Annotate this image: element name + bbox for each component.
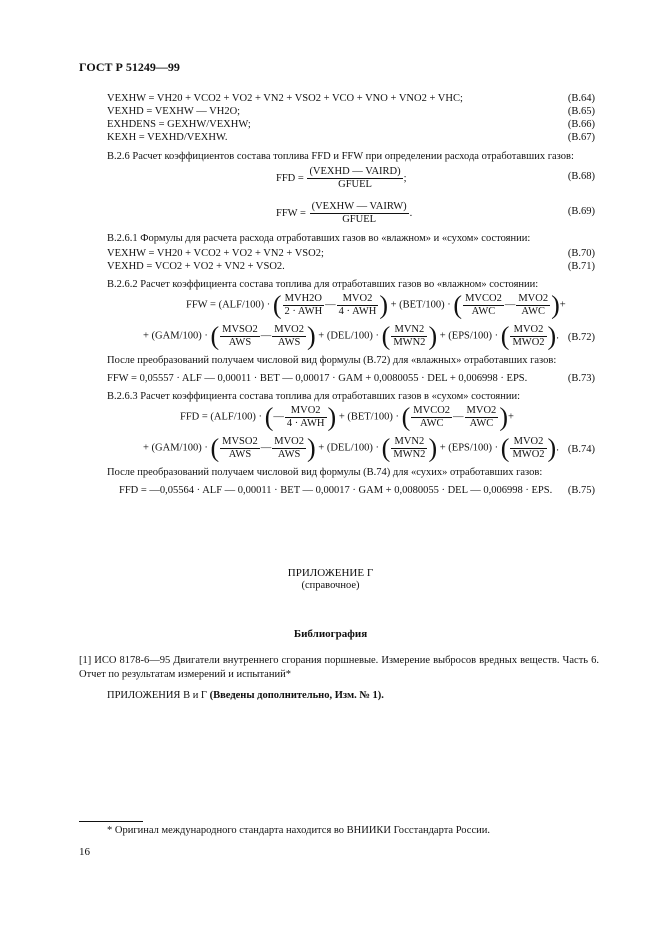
equation-b67: KEXH = VEXHD/VEXHW. bbox=[107, 132, 228, 143]
equation-b74-line1: FFD = (ALF/100) · (— $\frac{\text{MVO2}}{\text{4 · AWH}}$ ) + (BET/100) · ( $\frac{\text{MVCO2}}{\text{AWC}}$ — $\frac{\text{MVO2}}{\text{AWC}}$ )+ bbox=[180, 402, 514, 432]
amendment-note: ПРИЛОЖЕНИЯ В и Г (Введены дополнительно, Изм. № 1). bbox=[107, 690, 384, 701]
paragraph-after-b72: После преобразований получаем числовой вид формулы (В.72) для «влажных» отработавших газов: bbox=[107, 355, 557, 366]
equation-b70: VEXHW = VH20 + VCO2 + VO2 + VN2 + VSO2; bbox=[107, 248, 324, 259]
equation-b72-line1: FFW = (ALF/100) · ( $\frac{\text{MVH2O}}{\text{2 · AWH}}$ — $\frac{\text{MVO2}}{\text{4 · AWH}}$ ) + (BET/100) · ( $\frac{\text{MVCO2}}{\text{AWC}}$ — $\frac{\text{MVO2}}{\text{AWC}}$ )+ bbox=[186, 290, 566, 320]
equation-lhs: FFD = bbox=[276, 173, 304, 184]
appendix-subtitle: (справочное) bbox=[301, 580, 360, 591]
equation-number-b70: (В.70) bbox=[567, 248, 595, 259]
equation-b75: FFD = —0,05564 · ALF — 0,00011 · BET — 0,00017 · GAM + 0,0080055 · DEL — 0,006998 · EPS. bbox=[119, 485, 553, 496]
equation-b72-line2: + (GAM/100) · ( $\frac{\text{MVSO2}}{\text{AWS}}$ — $\frac{\text{MVO2}}{\text{AWS}}$ ) + (DEL/100) · ( $\frac{\text{MVN2}}{\text{MWN2}}$ ) + (EPS/100) · ( $\frac{\text{MVO2}}{\text{MWO2}}$ ). bbox=[143, 321, 559, 351]
equation-number-b67: (В.67) bbox=[567, 132, 595, 143]
equation-b66: EXHDENS = GEXHW/VEXHW; bbox=[107, 119, 251, 130]
paragraph-b262: В.2.6.2 Расчет коэффициента состава топлива для отработавших газов во «влажном» состоянии: bbox=[107, 279, 539, 290]
equation-number-b65: (В.65) bbox=[567, 106, 595, 117]
fraction: $\frac{\text{(VEXHW — VAIRW)}}{\text{GFUEL}}$ bbox=[311, 201, 407, 225]
fraction: $\frac{\text{(VEXHD — VAIRD)}}{\text{GFUEL}}$ bbox=[309, 166, 401, 190]
equation-b68: FFD = $\frac{\text{(VEXHD — VAIRD)}}{\text{GFUEL}}$ ; bbox=[276, 166, 407, 190]
equation-number-b66: (В.66) bbox=[567, 119, 595, 130]
paragraph-b261: В.2.6.1 Формулы для расчета расхода отработавших газов во «влажном» и «сухом» состоянии: bbox=[107, 233, 531, 244]
equation-b64: VEXHW = VH20 + VCO2 + VO2 + VN2 + VSO2 + VCO + VNO + VNO2 + VHC; bbox=[107, 93, 463, 104]
equation-b71: VEXHD = VCO2 + VO2 + VN2 + VSO2. bbox=[107, 261, 285, 272]
equation-number-b64: (В.64) bbox=[567, 93, 595, 104]
paragraph-b26: В.2.6 Расчет коэффициентов состава топлива FFD и FFW при определении расхода отработавших газов: bbox=[107, 151, 574, 162]
appendix-title: ПРИЛОЖЕНИЕ Г bbox=[287, 567, 374, 579]
bibliography-item: [1] ИСО 8178-6—95 Двигатели внутреннего сгорания поршневые. Измерение выбросов вредных веществ. Часть 6. Отчет по результатам измерений и испытаний* bbox=[79, 655, 599, 680]
equation-b69: FFW = $\frac{\text{(VEXHW — VAIRW)}}{\text{GFUEL}}$ . bbox=[276, 201, 413, 225]
bibliography-title: Библиография bbox=[293, 628, 368, 640]
equation-number-b71: (В.71) bbox=[567, 261, 595, 272]
equation-b65: VEXHD = VEXHW — VH2O; bbox=[107, 106, 241, 117]
equation-number-b69: (В.69) bbox=[567, 206, 595, 217]
document-header: ГОСТ Р 51249—99 bbox=[79, 60, 180, 74]
equation-number-b72: (В.72) bbox=[567, 332, 595, 343]
equation-number-b73: (В.73) bbox=[567, 373, 595, 384]
equation-number-b68: (В.68) bbox=[567, 171, 595, 182]
equation-number-b74: (В.74) bbox=[567, 444, 595, 455]
paragraph-b263: В.2.6.3 Расчет коэффициента состава топлива для отработавших газов в «сухом» состоянии: bbox=[107, 391, 521, 402]
page-number: 16 bbox=[79, 846, 90, 858]
equation-b74-line2: + (GAM/100) · ( $\frac{\text{MVSO2}}{\text{AWS}}$ — $\frac{\text{MVO2}}{\text{AWS}}$ ) + (DEL/100) · ( $\frac{\text{MVN2}}{\text{MWN2}}$ ) + (EPS/100) · ( $\frac{\text{MVO2}}{\text{MWO2}}$ ). bbox=[143, 433, 559, 463]
equation-number-b75: (В.75) bbox=[567, 485, 595, 496]
footnote: * Оригинал международного стандарта находится во ВНИИКИ Госстандарта России. bbox=[107, 825, 490, 836]
footnote-divider bbox=[79, 821, 143, 822]
equation-b73: FFW = 0,05557 · ALF — 0,00011 · BET — 0,00017 · GAM + 0,0080055 · DEL + 0,006998 · EPS. bbox=[107, 373, 528, 384]
paragraph-after-b74: После преобразований получаем числовой вид формулы (В.74) для «сухих» отработавших газов: bbox=[107, 467, 543, 478]
